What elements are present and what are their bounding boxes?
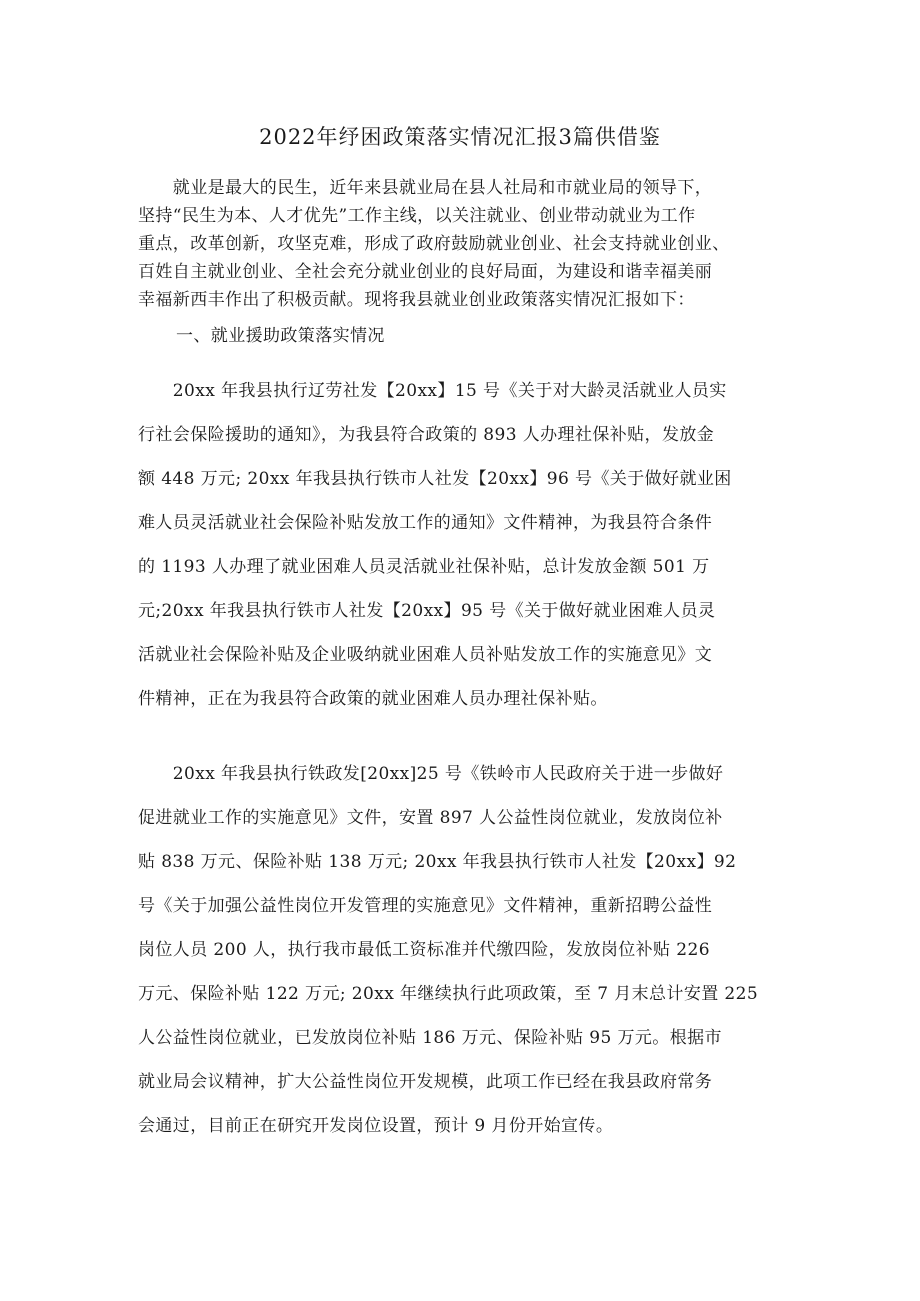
text-line: 贴 838 万元、保险补贴 138 万元; 20xx 年我县执行铁市人社发【20xx】92 — [138, 852, 737, 872]
text-line: 会通过，目前正在研究开发岗位设置，预计 9 月份开始宣传。 — [138, 1116, 614, 1136]
text-line: 岗位人员 200 人，执行我市最低工资标准并代缴四险，发放岗位补贴 226 — [138, 940, 710, 960]
text-line: 号《关于加强公益性岗位开发管理的实施意见》文件精神，重新招聘公益性 — [138, 896, 713, 916]
text-line: 万元、保险补贴 122 万元; 20xx 年继续执行此项政策，至 7 月末总计安置 225 — [138, 984, 759, 1004]
section-heading: 一、就业援助政策落实情况 — [176, 326, 385, 346]
paragraph-public-welfare-posts — [138, 752, 798, 1148]
text-line: 人公益性岗位就业，已发放岗位补贴 186 万元、保险补贴 95 万元。根据市 — [138, 1028, 722, 1048]
text-line: 行社会保险援助的通知》，为我县符合政策的 893 人办理社保补贴，发放金 — [138, 425, 715, 445]
text-line: 的 1193 人办理了就业困难人员灵活就业社保补贴，总计发放金额 501 万 — [138, 557, 710, 577]
paragraph-intro — [138, 174, 798, 314]
text-line: 元;20xx 年我县执行铁市人社发【20xx】95 号《关于做好就业困难人员灵 — [138, 601, 716, 621]
text-line: 就业局会议精神，扩大公益性岗位开发规模，此项工作已经在我县政府常务 — [138, 1072, 713, 1092]
text-line: 重点，改革创新，攻坚克难，形成了政府鼓励就业创业、社会支持就业创业、 — [138, 234, 730, 254]
document-title: 2022年纾困政策落实情况汇报3篇供借鉴 — [259, 125, 661, 149]
text-line: 促进就业工作的实施意见》文件，安置 897 人公益性岗位就业，发放岗位补 — [138, 808, 723, 828]
text-line: 难人员灵活就业社会保险补贴发放工作的通知》文件精神，为我县符合条件 — [138, 513, 713, 533]
text-line: 件精神，正在为我县符合政策的就业困难人员办理社保补贴。 — [138, 689, 608, 709]
text-line: 额 448 万元; 20xx 年我县执行铁市人社发【20xx】96 号《关于做好就业困 — [138, 469, 732, 489]
text-line: 活就业社会保险补贴及企业吸纳就业困难人员补贴发放工作的实施意见》文 — [138, 645, 713, 665]
text-line: 就业是最大的民生，近年来县就业局在县人社局和市就业局的领导下， — [138, 178, 713, 198]
text-line: 坚持“民生为本、人才优先”工作主线，以关注就业、创业带动就业为工作 — [138, 206, 696, 226]
text-line: 幸福新西丰作出了积极贡献。现将我县就业创业政策落实情况汇报如下： — [138, 290, 695, 310]
text-line: 20xx 年我县执行铁政发[20xx]25 号《铁岭市人民政府关于进一步做好 — [138, 764, 724, 784]
text-line: 百姓自主就业创业、全社会充分就业创业的良好局面，为建设和谐幸福美丽 — [138, 262, 713, 282]
paragraph-social-insurance — [138, 369, 798, 721]
text-line: 20xx 年我县执行辽劳社发【20xx】15 号《关于对大龄灵活就业人员实 — [138, 381, 727, 401]
